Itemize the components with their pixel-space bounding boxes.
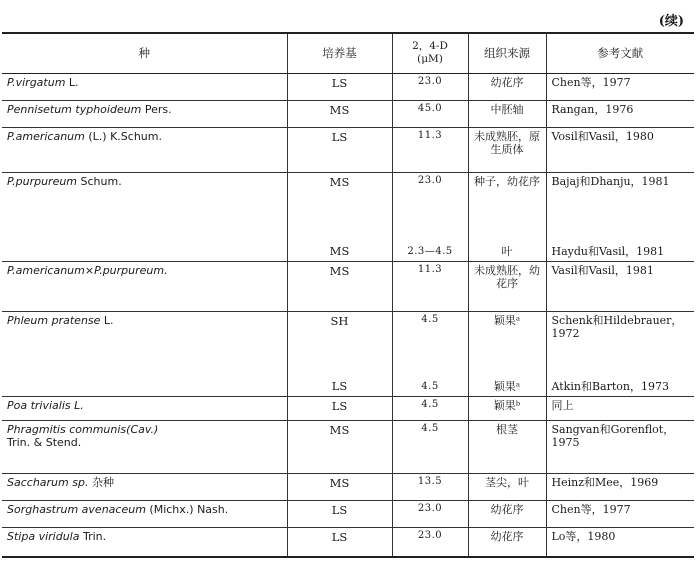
species-name: Phragmitis communis(Cav.) xyxy=(7,422,159,436)
table-row xyxy=(2,261,694,311)
medium-cell: LS xyxy=(287,396,392,420)
concentration-cell: 2.3—4.5 xyxy=(392,230,468,261)
medium-cell: MS xyxy=(287,473,392,500)
species-author: Trin. & Stend. xyxy=(7,436,82,450)
species-author: L. xyxy=(100,313,114,327)
medium-cell: LS xyxy=(287,527,392,557)
species-cell xyxy=(2,396,287,420)
medium-cell: LS xyxy=(287,365,392,396)
table-row xyxy=(2,172,694,230)
concentration-cell: 13.5 xyxy=(392,473,468,500)
species-name: Sorghastrum avenaceum xyxy=(7,502,146,516)
concentration-cell: 11.3 xyxy=(392,127,468,172)
medium-cell: MS xyxy=(287,420,392,473)
species-name: P.americanum xyxy=(7,129,85,143)
medium-cell: MS xyxy=(287,230,392,261)
table-row xyxy=(2,365,694,396)
species-cell xyxy=(2,73,287,100)
species-author: Pers. xyxy=(141,102,172,116)
reference-cell: Rangan，1976 xyxy=(546,100,694,127)
reference-cell: Vosil和Vasil，1980 xyxy=(546,127,694,172)
species-cell xyxy=(2,500,287,527)
concentration-cell: 4.5 xyxy=(392,420,468,473)
source-cell: 中胚轴 xyxy=(468,100,546,127)
species-author: Schum. xyxy=(77,174,122,188)
reference-cell: Haydu和Vasil，1981 xyxy=(546,230,694,261)
species-cell xyxy=(2,527,287,557)
reference-cell: 同上 xyxy=(546,396,694,420)
species-name: P.virgatum xyxy=(7,75,66,89)
table-row xyxy=(2,127,694,172)
source-cell: 未成熟胚，原生质体 xyxy=(468,127,546,172)
species-author: (L.) K.Schum. xyxy=(84,129,162,143)
species-cell xyxy=(2,261,287,311)
species-cell xyxy=(2,100,287,127)
reference-cell: Atkin和Barton，1973 xyxy=(546,365,694,396)
table-row xyxy=(2,230,694,261)
continued-label: (续) xyxy=(658,14,684,29)
source-cell: 颖果ᵃ xyxy=(468,365,546,396)
species-name: P.americanum×P.purpureum. xyxy=(7,263,168,277)
concentration-cell: 23.0 xyxy=(392,527,468,557)
source-cell: 叶 xyxy=(468,230,546,261)
species-cell xyxy=(2,365,287,396)
reference-cell: Heinz和Mee，1969 xyxy=(546,473,694,500)
header-species: 种 xyxy=(2,33,287,73)
reference-cell: Vasil和Vasil，1981 xyxy=(546,261,694,311)
table-row xyxy=(2,420,694,473)
table-row xyxy=(2,473,694,500)
concentration-cell: 45.0 xyxy=(392,100,468,127)
species-cell xyxy=(2,172,287,230)
source-cell: 茎尖，叶 xyxy=(468,473,546,500)
table-row xyxy=(2,311,694,365)
data-table xyxy=(2,32,694,558)
reference-cell: Schenk和Hildebrauer，1972 xyxy=(546,311,694,365)
species-name: Saccharum sp. xyxy=(7,475,89,489)
species-name: Phleum pratense xyxy=(7,313,101,327)
concentration-cell: 4.5 xyxy=(392,396,468,420)
source-cell: 幼花序 xyxy=(468,73,546,100)
medium-cell: LS xyxy=(287,127,392,172)
reference-cell: Sangvan和Gorenflot，1975 xyxy=(546,420,694,473)
header-source: 组织来源 xyxy=(468,33,546,73)
medium-cell: MS xyxy=(287,172,392,230)
concentration-cell: 4.5 xyxy=(392,311,468,365)
concentration-cell: 23.0 xyxy=(392,73,468,100)
source-cell: 幼花序 xyxy=(468,527,546,557)
species-name: P.purpureum xyxy=(7,174,78,188)
species-author: 杂种 xyxy=(88,475,114,489)
concentration-cell: 23.0 xyxy=(392,172,468,230)
source-cell: 根茎 xyxy=(468,420,546,473)
header-concentration: 2，4-D (μM) xyxy=(392,33,468,73)
source-cell: 种子，幼花序 xyxy=(468,172,546,230)
header-medium: 培养基 xyxy=(287,33,392,73)
table-row xyxy=(2,100,694,127)
source-cell: 颖果ᵇ xyxy=(468,396,546,420)
medium-cell: SH xyxy=(287,311,392,365)
medium-cell: LS xyxy=(287,500,392,527)
species-name: Pennisetum typhoideum xyxy=(7,102,142,116)
species-cell xyxy=(2,311,287,365)
concentration-cell: 4.5 xyxy=(392,365,468,396)
reference-cell: Lo等，1980 xyxy=(546,527,694,557)
species-cell xyxy=(2,127,287,172)
source-cell: 颖果ᵃ xyxy=(468,311,546,365)
species-cell xyxy=(2,230,287,261)
concentration-cell: 23.0 xyxy=(392,500,468,527)
source-cell: 未成熟胚，幼花序 xyxy=(468,261,546,311)
species-author: L. xyxy=(65,75,79,89)
species-name: Poa trivialis L. xyxy=(7,398,84,412)
species-cell xyxy=(2,473,287,500)
species-cell xyxy=(2,420,287,473)
reference-cell: Chen等，1977 xyxy=(546,73,694,100)
species-name: Stipa viridula xyxy=(7,529,80,543)
table-row xyxy=(2,500,694,527)
header-reference: 参考文献 xyxy=(546,33,694,73)
table-row xyxy=(2,527,694,557)
species-author: Trin. xyxy=(79,529,107,543)
table-row xyxy=(2,73,694,100)
medium-cell: MS xyxy=(287,261,392,311)
source-cell: 幼花序 xyxy=(468,500,546,527)
reference-cell: Chen等，1977 xyxy=(546,500,694,527)
table-row xyxy=(2,396,694,420)
medium-cell: MS xyxy=(287,100,392,127)
medium-cell: LS xyxy=(287,73,392,100)
header-row xyxy=(2,33,694,73)
species-author: (Michx.) Nash. xyxy=(145,502,229,516)
reference-cell: Bajaj和Dhanju，1981 xyxy=(546,172,694,230)
concentration-cell: 11.3 xyxy=(392,261,468,311)
